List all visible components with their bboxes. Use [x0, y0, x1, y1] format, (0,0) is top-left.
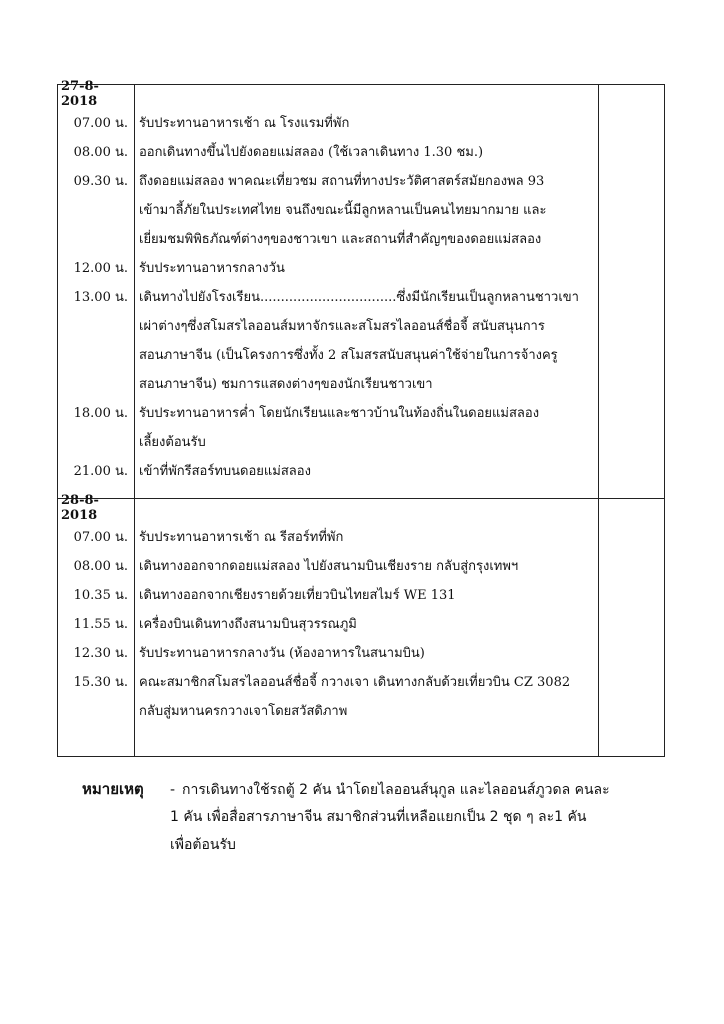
day-row-27 [58, 85, 665, 499]
activity-line: รับประทานอาหารค่ำ โดยนักเรียนและชาวบ้านในท้องถิ่นในดอยแม่สลอง [139, 406, 540, 421]
time-cell: 12.00 น. [73, 261, 128, 276]
time-cell: 07.00 น. [73, 116, 128, 131]
time-cell: 07.00 น. [73, 530, 128, 545]
time-cell: 13.00 น. [73, 290, 128, 305]
activity-line: รับประทานอาหารเช้า ณ โรงแรมที่พัก [139, 116, 350, 131]
activity-line: รับประทานอาหารกลางวัน [139, 261, 285, 276]
remark-section [82, 775, 682, 859]
activity-line: ออกเดินทางขึ้นไปยังดอยแม่สลอง (ใช้เวลาเดินทาง 1.30 ชม.) [139, 145, 484, 160]
time-cell: 15.30 น. [73, 675, 128, 690]
day-date: 27-8-2018 [61, 79, 99, 109]
activity-line: รับประทานอาหารเช้า ณ รีสอร์ทที่พัก [139, 530, 344, 545]
remark-line: เพื่อต้อนรับ [170, 837, 236, 853]
activity-line: สอนภาษาจีน (เป็นโครงการซึ่งทั้ง 2 สโมสรสนับสนุนค่าใช้จ่ายในการจ้างครู [139, 348, 558, 363]
time-cell: 08.00 น. [73, 145, 128, 160]
remark-title: หมายเหตุ [82, 780, 144, 798]
activity-line: เครื่องบินเดินทางถึงสนามบินสุวรรณภูมิ [139, 617, 357, 632]
time-cell: 10.35 น. [73, 588, 128, 603]
time-cell: 12.30 น. [73, 646, 128, 661]
activity-column [135, 499, 599, 757]
day-date: 28-8-2018 [61, 493, 99, 523]
activity-line: เดินทางออกจากดอยแม่สลอง ไปยังสนามบินเชียงราย กลับสู่กรุงเทพฯ [139, 559, 519, 574]
activity-line: เดินทางไปยังโรงเรียน.................................ซึ่งมีนักเรียนเป็นลูกหลานชาวเขา [139, 290, 579, 305]
time-cell: 18.00 น. [73, 406, 128, 421]
time-cell: 08.00 น. [73, 559, 128, 574]
activity-line: เลี้ยงต้อนรับ [139, 435, 206, 450]
time-cell: 21.00 น. [73, 464, 128, 479]
activity-line: เดินทางออกจากเชียงรายด้วยเที่ยวบินไทยสไมร์ WE 131 [139, 588, 456, 603]
activity-line: ถึงดอยแม่สลอง พาคณะเที่ยวชม สถานที่ทางประวัติศาสตร์สมัยกองพล 93 [139, 174, 545, 189]
activity-line: เข้ามาลี้ภัยในประเทศไทย จนถึงขณะนี้มีลูกหลานเป็นคนไทยมากมาย และ [139, 203, 547, 218]
remark-line: 1 คัน เพื่อสื่อสารภาษาจีน สมาชิกส่วนที่เหลือแยกเป็น 2 ชุด ๆ ละ1 คัน [170, 809, 587, 825]
remark-dash: - [170, 782, 176, 798]
time-cell: 09.30 น. [73, 174, 128, 189]
note-column [599, 85, 665, 499]
schedule-table [57, 79, 665, 757]
time-column [58, 79, 135, 499]
activity-line: สอนภาษาจีน) ชมการแสดงต่างๆของนักเรียนชาวเขา [139, 377, 433, 392]
activity-line: เผ่าต่างๆซึ่งสโมสรไลออนส์มหาจักรและสโมสรไลออนส์ชื่อจี้ สนับสนุนการ [139, 319, 545, 334]
activity-column [135, 85, 599, 499]
remark-line: การเดินทางใช้รถตู้ 2 คัน นำโดยไลออนส์นุกูล และไลออนส์ภูวดล คนละ [182, 782, 610, 798]
activity-line: เยี่ยมชมพิพิธภัณฑ์ต่างๆของชาวเขา และสถานที่สำคัญๆของดอยแม่สลอง [139, 232, 542, 247]
day-row-28 [58, 499, 665, 757]
activity-line: รับประทานอาหารกลางวัน (ห้องอาหารในสนามบิน) [139, 646, 425, 661]
activity-line: คณะสมาชิกสโมสรไลออนส์ชื่อจี้ กวางเจา เดินทางกลับด้วยเที่ยวบิน CZ 3082 [139, 675, 571, 690]
activity-line: เข้าที่พักรีสอร์ทบนดอยแม่สลอง [139, 464, 311, 479]
time-column [58, 493, 135, 757]
time-cell: 11.55 น. [73, 617, 128, 632]
activity-line: กลับสู่มหานครกวางเจาโดยสวัสดิภาพ [139, 704, 348, 719]
note-column [599, 499, 665, 757]
